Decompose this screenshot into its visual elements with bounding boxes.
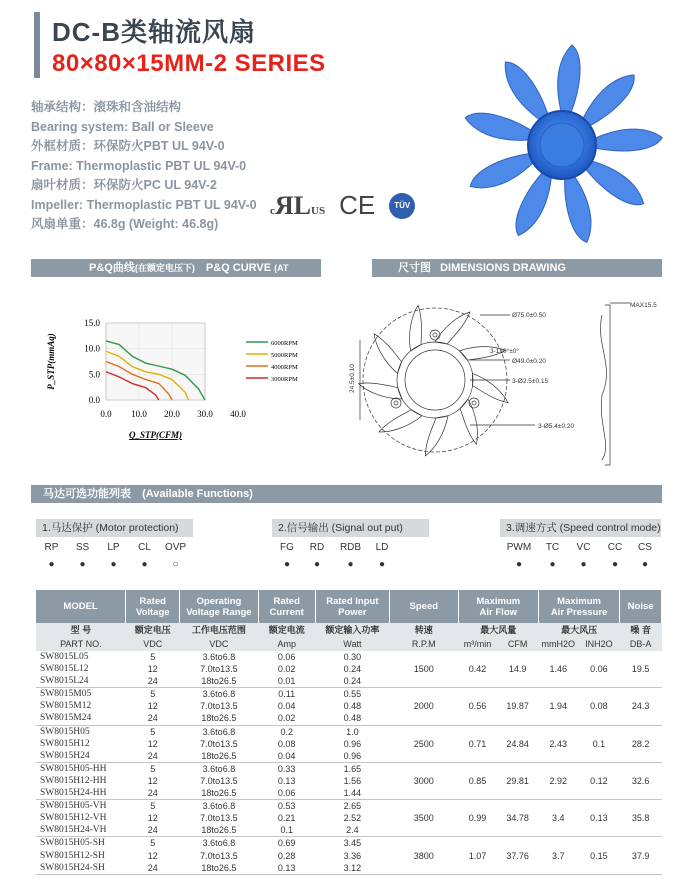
- dim-d49: Ø49.0±0.20: [512, 358, 546, 365]
- table-row-cn: [36, 623, 662, 637]
- table-cell: 0.96: [315, 750, 389, 763]
- section-header-functions: [31, 485, 662, 503]
- table-cell: 0.33: [277, 763, 296, 774]
- table-cell: 0.08: [277, 738, 296, 749]
- title-accent-bar: [34, 12, 40, 78]
- table-cell: SW8015M24: [36, 712, 126, 725]
- table-cell: SW8015H24-VH: [36, 824, 126, 837]
- table-cell: 转速: [389, 623, 458, 637]
- table-cell: 2.52: [343, 813, 362, 824]
- table-cell: 0.01: [258, 675, 315, 688]
- table-cell: INH2O: [578, 637, 620, 651]
- table-cell-m3: 0.42: [458, 651, 497, 688]
- table-cell: 0.24: [343, 664, 362, 675]
- table-cell: 7.0to13.5: [200, 664, 238, 675]
- table-cell-inh: 0.06: [578, 651, 620, 688]
- table-cell: mmH2O: [538, 637, 578, 651]
- table-cell: 0.06: [258, 787, 315, 800]
- table-row: [36, 688, 662, 701]
- col-input-power: Rated Input Power: [315, 590, 389, 623]
- table-cell: 7.0to13.5: [200, 813, 238, 824]
- function-code: CS: [638, 542, 652, 553]
- dim-d54: 3-Ø5.4±0.20: [538, 423, 575, 430]
- table-cell-inh: 0.12: [578, 762, 620, 799]
- table-cell: 3.6to6.8: [202, 689, 236, 700]
- table-cell: 0.48: [343, 701, 362, 712]
- table-cell-m3: 0.85: [458, 762, 497, 799]
- function-mark: ●: [141, 559, 148, 570]
- spec-impeller-cn: 扇叶材质：环保防火PC UL 94V-2: [31, 178, 217, 192]
- spec-weight: 风扇单重：46.8g (Weight: 46.8g): [31, 217, 219, 231]
- table-cell-cfm: 37.76: [497, 837, 539, 874]
- function-group-signal: [272, 519, 429, 570]
- function-mark: ●: [515, 559, 523, 570]
- table-cell-inh: 0.08: [578, 688, 620, 725]
- table-cell: 工作电压范围: [180, 623, 258, 637]
- function-code: LP: [107, 542, 120, 553]
- table-cell: SW8015H12-SH: [40, 850, 105, 861]
- table-cell: 0.69: [277, 838, 296, 849]
- table-cell: 24: [126, 712, 180, 725]
- page-title: DC-B类轴流风扇: [52, 17, 256, 47]
- tuv-logo: TÜV: [389, 193, 415, 219]
- table-cell-mm: 3.7: [538, 837, 578, 874]
- table-cell: VDC: [126, 637, 180, 651]
- function-group-speed: [500, 519, 661, 570]
- function-mark: ●: [611, 559, 619, 570]
- table-cell-db: 32.6: [620, 762, 662, 799]
- table-row: [36, 837, 662, 850]
- legend-label: 5000RPM: [271, 352, 298, 359]
- function-group-label: 1.马达保护 (Motor protection): [36, 519, 193, 537]
- table-cell: DB-A: [620, 637, 662, 651]
- table-cell: 0.53: [277, 801, 296, 812]
- table-cell: 3.12: [315, 862, 389, 875]
- function-group-label: 2.信号输出 (Signal out put): [272, 519, 429, 537]
- table-cell: SW8015M12: [40, 701, 92, 712]
- col-noise: Noise: [620, 590, 662, 623]
- col-air-pressure: Maximum Air Pressure: [538, 590, 619, 623]
- pq-title-cn-small: (在额定电压下): [134, 263, 195, 273]
- table-cell-speed: 2000: [389, 688, 458, 725]
- function-code: PWM: [506, 542, 532, 553]
- table-cell: SW8015H24-HH: [36, 787, 126, 800]
- function-code: SS: [75, 542, 90, 553]
- table-cell: 0.96: [343, 738, 362, 749]
- table-cell: SW8015H05-HH: [40, 763, 107, 774]
- table-cell: 0.30: [343, 652, 362, 662]
- section-header-pq: [31, 259, 321, 291]
- dimensions-drawing: [340, 285, 657, 475]
- pq-title-en-small: (AT RATEDVOLTAGE): [31, 263, 289, 291]
- table-cell: 24: [126, 675, 180, 688]
- pq-title-en: P&Q CURVE: [205, 262, 272, 274]
- table-cell-speed: 3800: [389, 837, 458, 874]
- function-mark: ●: [110, 559, 117, 570]
- table-cell: SW8015H24-SH: [36, 862, 126, 875]
- table-cell-db: 19.5: [620, 651, 662, 688]
- table-cell: CFM: [497, 637, 539, 651]
- table-cell: 7.0to13.5: [200, 701, 238, 712]
- table-cell: 18to26.5: [180, 712, 258, 725]
- fan-product-image: [462, 40, 662, 250]
- table-row: [36, 800, 662, 813]
- table-cell: 24: [126, 787, 180, 800]
- table-cell: 18to26.5: [180, 787, 258, 800]
- table-cell: SW8015H12-HH: [40, 775, 107, 786]
- x-tick-label: 10.0: [131, 409, 147, 419]
- function-code: RP: [44, 542, 59, 553]
- table-cell-inh: 0.13: [578, 800, 620, 837]
- table-cell-speed: 3000: [389, 762, 458, 799]
- function-code: RDB: [339, 542, 362, 553]
- table-cell-cfm: 19.87: [497, 688, 539, 725]
- table-cell: 7.0to13.5: [200, 738, 238, 749]
- series-subtitle: 80×80×15MM-2 SERIES: [52, 50, 326, 77]
- table-cell-m3: 0.99: [458, 800, 497, 837]
- table-cell: SW8015H24: [36, 750, 126, 763]
- table-row: [36, 762, 662, 775]
- table-cell: 3.45: [343, 838, 362, 849]
- table-cell: 7.0to13.5: [200, 775, 238, 786]
- table-cell: 7.0to13.5: [200, 850, 238, 861]
- table-cell: VDC: [180, 637, 258, 651]
- table-cell: Watt: [315, 637, 389, 651]
- table-cell: Amp: [258, 637, 315, 651]
- table-cell: 0.02: [277, 664, 296, 675]
- table-cell: 0.13: [277, 775, 296, 786]
- table-cell: 1.44: [315, 787, 389, 800]
- dim-max: MAX15.5: [630, 302, 657, 309]
- table-cell: 5: [150, 838, 156, 849]
- y-tick-label: 0.0: [88, 395, 100, 405]
- spec-impeller-en: Impeller: Thermoplastic PBT UL 94V-0: [31, 197, 257, 212]
- function-group-label: 3.调速方式 (Speed control mode): [500, 519, 661, 537]
- table-cell-cfm: 14.9: [497, 651, 539, 688]
- table-cell: SW8015M05: [40, 689, 92, 700]
- table-cell: 12: [147, 738, 158, 749]
- function-code: RD: [309, 542, 325, 553]
- table-cell: 18to26.5: [180, 862, 258, 875]
- spec-frame-en: Frame: Thermoplastic PBT UL 94V-0: [31, 158, 247, 173]
- table-cell: 3.36: [343, 850, 362, 861]
- table-cell-inh: 0.1: [578, 725, 620, 762]
- table-cell: 12: [147, 813, 158, 824]
- table-cell: SW8015H05-SH: [40, 838, 105, 849]
- table-row: [36, 651, 662, 663]
- table-cell-mm: 2.43: [538, 725, 578, 762]
- table-cell: 0.11: [278, 689, 296, 700]
- table-cell: SW8015H12: [40, 738, 90, 749]
- col-model: MODEL: [36, 590, 126, 623]
- function-code: VC: [576, 542, 591, 553]
- spec-frame-cn: 外框材质：环保防火PBT UL 94V-0: [31, 139, 225, 153]
- table-cell-cfm: 29.81: [497, 762, 539, 799]
- spec-bearing-en: Bearing system: Ball or Sleeve: [31, 119, 214, 134]
- table-cell: SW8015H12-VH: [40, 813, 107, 824]
- table-cell: 2.65: [343, 801, 362, 812]
- spec-bearing-cn: 轴承结构：滚珠和含油结构: [31, 100, 182, 114]
- function-code: FG: [280, 542, 294, 553]
- table-cell: 3.6to6.8: [202, 801, 236, 812]
- function-mark: ●: [549, 559, 556, 570]
- function-code: CC: [607, 542, 623, 553]
- table-cell: 24: [126, 862, 180, 875]
- table-cell: 12: [147, 664, 158, 675]
- function-group-protection: [36, 519, 193, 570]
- table-cell: PART NO.: [36, 637, 126, 651]
- dim-d25: 3-Ø2.5±0.15: [512, 378, 549, 385]
- function-code: TC: [545, 542, 560, 553]
- plot-area: [106, 323, 205, 400]
- table-cell: 0.24: [315, 675, 389, 688]
- ul-logo: cЯLUS: [270, 190, 326, 220]
- table-row-units: [36, 637, 662, 651]
- function-mark: ○: [172, 559, 179, 570]
- y-tick-label: 15.0: [84, 318, 100, 328]
- table-cell-mm: 3.4: [538, 800, 578, 837]
- table-cell: SW8015H05-VH: [40, 801, 107, 812]
- table-cell: 12: [147, 701, 158, 712]
- x-tick-label: 20.0: [164, 409, 180, 419]
- table-cell: 噪 音: [620, 623, 662, 637]
- table-cell: 2.4: [315, 824, 389, 837]
- functions-title-cn: 马达可选功能列表: [43, 488, 131, 500]
- function-code: OVP: [164, 542, 187, 553]
- table-cell: R.P.M: [389, 637, 458, 651]
- function-mark: ●: [313, 559, 321, 570]
- table-cell: 0.48: [315, 712, 389, 725]
- table-cell: 1.65: [343, 763, 362, 774]
- function-mark: ●: [283, 559, 291, 570]
- table-cell: 额定电压: [126, 623, 180, 637]
- table-cell: 额定输入功率: [315, 623, 389, 637]
- table-cell: 3.6to6.8: [202, 652, 236, 662]
- table-cell: 3.6to6.8: [202, 763, 236, 774]
- legend-label: 4000RPM: [271, 364, 298, 371]
- function-code: LD: [375, 542, 389, 553]
- dim-angle: 3-120°±0°: [490, 348, 520, 355]
- table-cell: SW8015L24: [36, 675, 126, 688]
- table-cell-m3: 0.56: [458, 688, 497, 725]
- section-header-dims: [372, 259, 662, 277]
- table-cell: 0.28: [277, 850, 296, 861]
- function-mark: ●: [79, 559, 86, 570]
- x-axis-label: Q_STP(CFM): [128, 430, 183, 440]
- table-cell: 额定电流: [258, 623, 315, 637]
- table-cell: 0.13: [258, 862, 315, 875]
- table-cell-db: 24.3: [620, 688, 662, 725]
- table-cell-mm: 1.94: [538, 688, 578, 725]
- col-air-flow: Maximum Air Flow: [458, 590, 538, 623]
- x-tick-label: 0.0: [100, 409, 112, 419]
- col-rated-voltage: Rated Voltage: [126, 590, 180, 623]
- dim-d75: Ø75.0±0.50: [512, 312, 546, 319]
- table-cell: 3.6to6.8: [202, 726, 236, 737]
- table-cell: SW8015L05: [40, 652, 89, 662]
- table-cell: 18to26.5: [180, 750, 258, 763]
- table-cell-db: 37.9: [620, 837, 662, 874]
- y-tick-label: 10.0: [84, 343, 100, 354]
- table-cell: 18to26.5: [180, 675, 258, 688]
- legend-label: 3000RPM: [271, 376, 298, 383]
- table-cell-cfm: 24.84: [497, 725, 539, 762]
- col-speed: Speed: [389, 590, 458, 623]
- spec-list: [31, 98, 257, 235]
- dims-title-cn: 尺寸图: [398, 262, 431, 274]
- y-tick-label: 5.0: [88, 369, 100, 380]
- function-mark: ●: [48, 559, 55, 570]
- table-cell: 5: [150, 763, 156, 774]
- table-cell: 0.1: [258, 824, 315, 837]
- table-cell-db: 35.8: [620, 800, 662, 837]
- table-cell: 24: [126, 824, 180, 837]
- col-operating-range: Operating Voltage Range: [180, 590, 258, 623]
- table-cell: 0.06: [277, 652, 296, 662]
- table-cell-db: 28.2: [620, 725, 662, 762]
- table-cell-speed: 1500: [389, 651, 458, 688]
- table-cell-mm: 1.46: [538, 651, 578, 688]
- table-cell: SW8015H05: [40, 726, 90, 737]
- table-cell: 18to26.5: [180, 824, 258, 837]
- table-cell: m³/min: [458, 637, 497, 651]
- ce-logo: C​E: [339, 190, 376, 220]
- function-mark: ●: [378, 559, 386, 570]
- specification-table: [36, 590, 662, 875]
- table-cell-speed: 3500: [389, 800, 458, 837]
- table-cell-m3: 0.71: [458, 725, 497, 762]
- table-cell: 12: [147, 850, 158, 861]
- table-cell: 0.2: [280, 726, 293, 737]
- table-cell: 1.56: [343, 775, 362, 786]
- x-tick-label: 40.0: [230, 409, 246, 419]
- certification-logos: [270, 190, 415, 221]
- functions-title-en: (Available Functions): [142, 488, 253, 500]
- table-cell: 0.02: [258, 712, 315, 725]
- pq-curve-chart: [40, 300, 298, 450]
- pq-title-cn: P&Q曲线: [89, 262, 135, 274]
- table-cell: SW8015L12: [40, 664, 89, 675]
- table-cell: 最大风压: [538, 623, 619, 637]
- legend-label: 6000RPM: [271, 340, 298, 347]
- table-cell-m3: 1.07: [458, 837, 497, 874]
- table-cell: 0.55: [343, 689, 362, 700]
- table-cell: 5: [150, 801, 156, 812]
- table-cell-speed: 2500: [389, 725, 458, 762]
- table-cell: 5: [150, 689, 156, 700]
- table-row: [36, 725, 662, 738]
- x-tick-label: 30.0: [197, 409, 213, 419]
- table-cell: 5: [150, 652, 156, 662]
- table-cell: 3.6to6.8: [202, 838, 236, 849]
- table-cell: 型 号: [36, 623, 126, 637]
- table-cell: 0.04: [277, 701, 296, 712]
- table-cell: 24: [126, 750, 180, 763]
- table-cell: 1.0: [346, 726, 359, 737]
- table-cell: 最大风量: [458, 623, 538, 637]
- col-rated-current: Rated Current: [258, 590, 315, 623]
- dims-title-en: DIMENSIONS DRAWING: [440, 262, 566, 274]
- function-code: CL: [138, 542, 151, 553]
- table-cell-inh: 0.15: [578, 837, 620, 874]
- table-cell: 12: [147, 775, 158, 786]
- table-cell: 5: [150, 726, 156, 737]
- dim-h24: 24.5±0.10: [349, 364, 356, 393]
- function-mark: ●: [641, 559, 649, 570]
- table-cell: 0.21: [277, 813, 296, 824]
- function-mark: ●: [347, 559, 354, 570]
- function-mark: ●: [580, 559, 587, 570]
- table-cell: 0.04: [258, 750, 315, 763]
- table-cell-cfm: 34.78: [497, 800, 539, 837]
- table-cell-mm: 2.92: [538, 762, 578, 799]
- y-axis-label: P_STP(mmAq): [46, 333, 56, 390]
